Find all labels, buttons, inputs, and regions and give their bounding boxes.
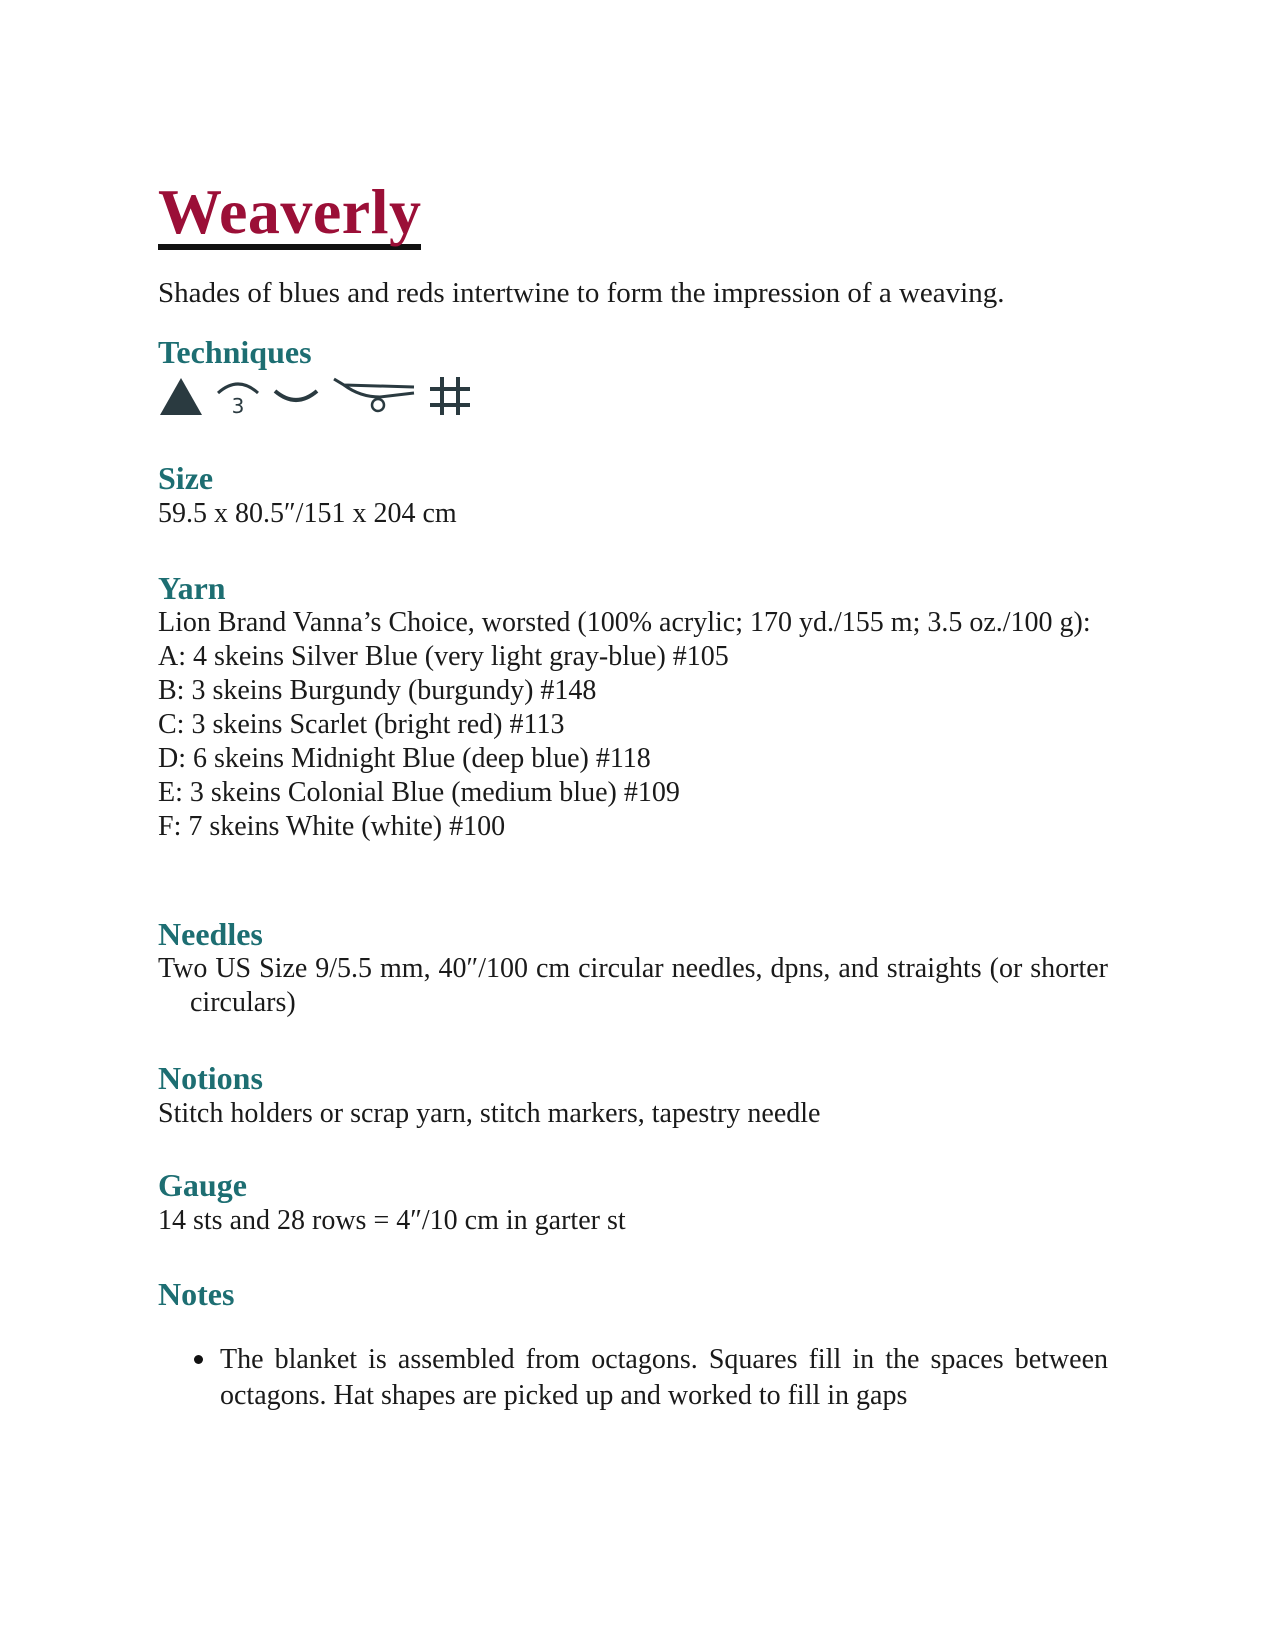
yarn-color-b: B: 3 skeins Burgundy (burgundy) #148: [158, 675, 597, 706]
page-title: [158, 176, 422, 250]
hash-grid-icon: [428, 375, 472, 417]
yarn-color-f: F: 7 skeins White (white) #100: [158, 811, 506, 842]
gauge-text: 14 sts and 28 rows = 4″/10 cm in garter st: [158, 1205, 626, 1236]
gauge-heading: Gauge: [158, 1167, 247, 1203]
notions-section: [158, 1060, 1108, 1132]
wrap-3-icon: [214, 375, 262, 417]
yarn-color-a: A: 4 skeins Silver Blue (very light gray-blue) #105: [158, 641, 729, 672]
size-section: [158, 460, 1108, 532]
yarn-heading: Yarn: [158, 570, 226, 606]
yarn-intro: Lion Brand Vanna’s Choice, worsted (100% acrylic; 170 yd./155 m; 3.5 oz./100 g):: [158, 607, 1091, 638]
intro-text: Shades of blues and reds intertwine to form the impression of a weaving.: [158, 277, 1005, 309]
notes-heading: Notes: [158, 1276, 235, 1312]
yarn-color-c: C: 3 skeins Scarlet (bright red) #113: [158, 709, 565, 740]
yarn-section: [158, 570, 1108, 844]
notions-heading: Notions: [158, 1060, 263, 1096]
curve-icon: [272, 375, 320, 417]
needles-section: [158, 916, 1108, 1020]
yarn-color-e: E: 3 skeins Colonial Blue (medium blue) #109: [158, 777, 680, 808]
size-heading: Size: [158, 460, 214, 496]
techniques-heading: Techniques: [158, 334, 312, 370]
note-text: The blanket is assembled from octagons. Squares fill in the spaces between octagons. Hat shapes are picked up and worked to fill in gaps: [220, 1344, 1108, 1411]
triangle-icon: [158, 375, 204, 417]
needles-text: Two US Size 9/5.5 mm, 40″/100 cm circular needles, dpns, and straights (or shorter circulars): [158, 953, 1108, 1018]
notes-section: [158, 1276, 1108, 1414]
technique-icons: [158, 372, 1108, 420]
bullet-icon: [194, 1355, 203, 1364]
needles-heading: Needles: [158, 916, 263, 952]
wrap-count-label: 3: [231, 394, 245, 417]
size-text: 59.5 x 80.5″/151 x 204 cm: [158, 498, 457, 529]
gauge-section: [158, 1167, 1108, 1239]
notions-text: Stitch holders or scrap yarn, stitch markers, tapestry needle: [158, 1098, 821, 1129]
crochet-hook-icon: [330, 375, 418, 417]
yarn-color-d: D: 6 skeins Midnight Blue (deep blue) #118: [158, 743, 651, 774]
title-text: Weaverly: [158, 180, 421, 250]
list-item: [158, 1342, 1108, 1414]
notes-list: [158, 1342, 1108, 1414]
techniques-section: [158, 334, 1108, 420]
